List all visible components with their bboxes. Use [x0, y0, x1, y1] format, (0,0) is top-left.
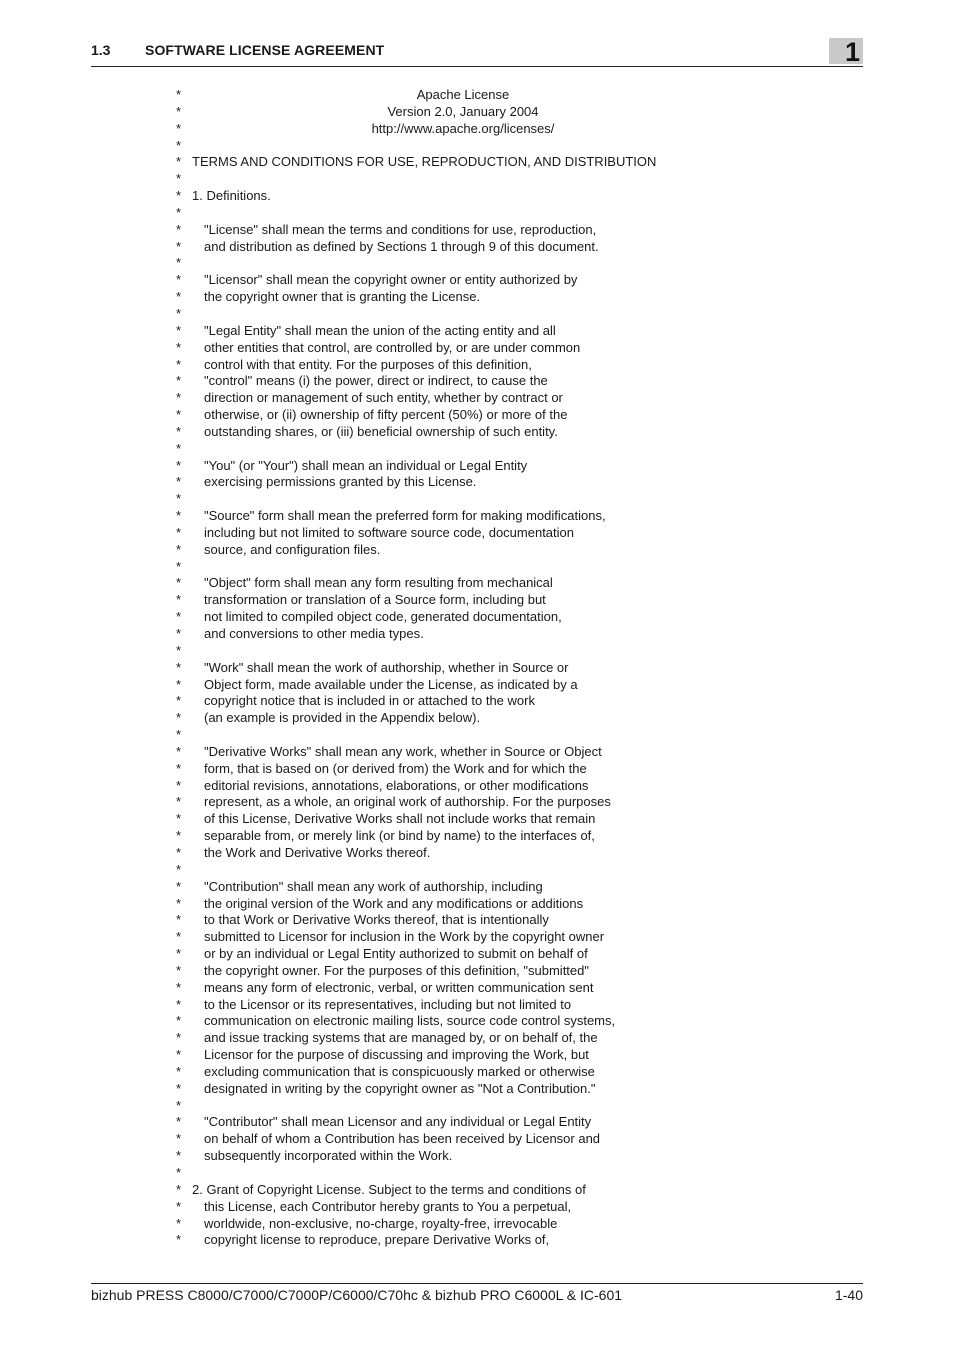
line-text: of this License, Derivative Works shall not include works that remain	[204, 811, 596, 827]
comment-asterisk: *	[176, 828, 182, 844]
product-name: bizhub PRESS C8000/C7000/C7000P/C6000/C70hc & bizhub PRO C6000L & IC-601	[91, 1287, 623, 1303]
comment-asterisk: *	[176, 861, 182, 877]
text-line	[0, 121, 954, 138]
comment-asterisk: *	[176, 659, 182, 675]
comment-asterisk: *	[176, 120, 182, 136]
line-text: direction or management of such entity, whether by contract or	[204, 390, 563, 406]
section-number: 1.3	[91, 42, 111, 58]
text-line	[0, 424, 954, 441]
comment-asterisk: *	[176, 289, 182, 305]
comment-asterisk: *	[176, 895, 182, 911]
comment-asterisk: *	[176, 626, 182, 641]
text-line	[0, 458, 954, 475]
text-line	[0, 1047, 954, 1064]
comment-asterisk: *	[176, 390, 182, 406]
text-line	[0, 929, 954, 946]
comment-asterisk: *	[176, 996, 182, 1012]
comment-asterisk: *	[176, 137, 182, 153]
text-line	[0, 323, 954, 340]
text-line	[0, 896, 954, 913]
text-line	[0, 980, 954, 997]
text-line	[0, 239, 954, 256]
line-text: subsequently incorporated within the Work.	[204, 1148, 453, 1164]
comment-asterisk: *	[176, 1013, 182, 1029]
text-line	[0, 1030, 954, 1047]
comment-asterisk: *	[176, 204, 182, 220]
text-line	[0, 104, 954, 121]
page-number: 1-40	[834, 1287, 863, 1303]
text-line	[0, 222, 954, 239]
line-text: editorial revisions, annotations, elaborations, or other modifications	[204, 777, 589, 793]
text-line	[0, 1165, 954, 1182]
text-line	[0, 272, 954, 289]
text-line	[0, 744, 954, 761]
line-text: "License" shall mean the terms and conditions for use, reproduction,	[204, 221, 597, 237]
comment-asterisk: *	[176, 693, 182, 709]
text-line	[0, 693, 954, 710]
text-line	[0, 373, 954, 390]
line-text: 2. Grant of Copyright License. Subject to the terms and conditions of	[192, 1181, 586, 1197]
text-line	[0, 778, 954, 795]
line-text: outstanding shares, or (iii) beneficial ownership of such entity.	[204, 423, 558, 439]
comment-asterisk: *	[176, 962, 182, 978]
comment-asterisk: *	[176, 171, 182, 187]
text-line	[0, 1013, 954, 1030]
comment-asterisk: *	[176, 1181, 182, 1197]
comment-asterisk: *	[176, 592, 182, 608]
line-text: submitted to Licensor for inclusion in the Work by the copyright owner	[204, 929, 605, 945]
text-line	[0, 542, 954, 559]
comment-asterisk: *	[176, 1148, 182, 1164]
comment-asterisk: *	[176, 642, 182, 658]
line-text: "control" means (i) the power, direct or indirect, to cause the	[204, 373, 548, 389]
comment-asterisk: *	[176, 407, 182, 423]
line-text: other entities that control, are controlled by, or are under common	[204, 339, 581, 355]
comment-asterisk: *	[176, 457, 182, 473]
text-line	[0, 946, 954, 963]
line-text: "Legal Entity" shall mean the union of the acting entity and all	[204, 322, 556, 338]
comment-asterisk: *	[176, 238, 182, 254]
line-text: the original version of the Work and any modifications or additions	[204, 895, 584, 911]
text-line	[0, 289, 954, 306]
line-text: worldwide, non-exclusive, no-charge, royalty-free, irrevocable	[204, 1215, 558, 1231]
text-line	[0, 660, 954, 677]
line-text: "Contribution" shall mean any work of authorship, including	[204, 878, 543, 894]
line-text: Object form, made available under the License, as indicated by a	[204, 676, 578, 692]
line-text: and distribution as defined by Sections 1 through 9 of this document.	[204, 238, 599, 254]
comment-asterisk: *	[176, 558, 182, 574]
line-text: and issue tracking systems that are managed by, or on behalf of, the	[204, 1030, 598, 1046]
comment-asterisk: *	[176, 1198, 182, 1214]
comment-asterisk: *	[176, 440, 182, 456]
text-line	[0, 1232, 954, 1249]
comment-asterisk: *	[176, 946, 182, 962]
text-line	[0, 474, 954, 491]
text-line	[0, 794, 954, 811]
text-line	[0, 828, 954, 845]
line-text: "Work" shall mean the work of authorship, whether in Source or	[204, 659, 569, 675]
line-text: copyright notice that is included in or attached to the work	[204, 693, 535, 709]
text-line	[0, 862, 954, 879]
text-line	[0, 1199, 954, 1216]
text-line	[0, 1081, 954, 1098]
text-line	[0, 879, 954, 896]
text-line	[0, 710, 954, 727]
text-line	[0, 205, 954, 222]
line-text: transformation or translation of a Source form, including but	[204, 592, 546, 608]
comment-asterisk: *	[176, 1114, 182, 1130]
text-line	[0, 575, 954, 592]
line-text: not limited to compiled object code, generated documentation,	[204, 609, 562, 625]
comment-asterisk: *	[176, 710, 182, 726]
text-line	[0, 997, 954, 1014]
line-text: communication on electronic mailing lists, source code control systems,	[204, 1013, 616, 1029]
comment-asterisk: *	[176, 575, 182, 591]
line-text: the Work and Derivative Works thereof.	[204, 844, 431, 860]
page-header	[91, 40, 863, 67]
line-text: exercising permissions granted by this License.	[204, 474, 477, 490]
comment-asterisk: *	[176, 1215, 182, 1231]
comment-asterisk: *	[176, 339, 182, 355]
comment-asterisk: *	[176, 373, 182, 389]
comment-asterisk: *	[176, 305, 182, 321]
text-line	[0, 407, 954, 424]
text-line	[0, 491, 954, 508]
comment-asterisk: *	[176, 777, 182, 793]
text-line	[0, 761, 954, 778]
line-text: http://www.apache.org/licenses/	[371, 120, 555, 136]
text-line	[0, 677, 954, 694]
comment-asterisk: *	[176, 743, 182, 759]
line-text: and conversions to other media types.	[204, 626, 424, 641]
comment-asterisk: *	[176, 356, 182, 372]
comment-asterisk: *	[176, 154, 182, 170]
comment-asterisk: *	[176, 912, 182, 928]
license-text-body	[0, 87, 954, 1249]
line-text: means any form of electronic, verbal, or written communication sent	[204, 979, 594, 995]
line-text: "You" (or "Your") shall mean an individual or Legal Entity	[204, 457, 528, 473]
text-line	[0, 441, 954, 458]
text-line	[0, 390, 954, 407]
line-text: source, and configuration files.	[204, 541, 381, 557]
comment-asterisk: *	[176, 676, 182, 692]
text-line	[0, 154, 954, 171]
text-line	[0, 525, 954, 542]
comment-asterisk: *	[176, 1047, 182, 1063]
text-line	[0, 138, 954, 155]
line-text: the copyright owner. For the purposes of this definition, "submitted"	[204, 962, 589, 978]
line-text: otherwise, or (ii) ownership of fifty percent (50%) or more of the	[204, 407, 568, 423]
line-text: copyright license to reproduce, prepare Derivative Works of,	[204, 1232, 550, 1248]
text-line	[0, 592, 954, 609]
text-line	[0, 87, 954, 104]
page-footer	[91, 1283, 863, 1308]
comment-asterisk: *	[176, 794, 182, 810]
line-text: the copyright owner that is granting the License.	[204, 289, 481, 305]
text-line	[0, 643, 954, 660]
text-line	[0, 811, 954, 828]
comment-asterisk: *	[176, 727, 182, 743]
line-text: to the Licensor or its representatives, including but not limited to	[204, 996, 572, 1012]
text-line	[0, 845, 954, 862]
text-line	[0, 1216, 954, 1233]
line-text: to that Work or Derivative Works thereof, that is intentionally	[204, 912, 549, 928]
line-text: on behalf of whom a Contribution has been received by Licensor and	[204, 1131, 601, 1147]
line-text: represent, as a whole, an original work of authorship. For the purposes	[204, 794, 611, 810]
text-line	[0, 1114, 954, 1131]
line-text: designated in writing by the copyright owner as "Not a Contribution."	[204, 1080, 596, 1096]
comment-asterisk: *	[176, 1080, 182, 1096]
text-line	[0, 609, 954, 626]
comment-asterisk: *	[176, 188, 182, 204]
comment-asterisk: *	[176, 221, 182, 237]
line-text: including but not limited to software source code, documentation	[204, 524, 574, 540]
section-title: SOFTWARE LICENSE AGREEMENT	[145, 42, 385, 58]
comment-asterisk: *	[176, 1232, 182, 1248]
line-text: Licensor for the purpose of discussing and improving the Work, but	[204, 1047, 589, 1063]
text-line	[0, 255, 954, 272]
comment-asterisk: *	[176, 1165, 182, 1180]
text-line	[0, 1064, 954, 1081]
comment-asterisk: *	[176, 1063, 182, 1079]
comment-asterisk: *	[176, 87, 182, 102]
text-line	[0, 1131, 954, 1148]
text-line	[0, 171, 954, 188]
chapter-tab	[829, 37, 863, 67]
line-text: 1. Definitions.	[192, 188, 271, 204]
comment-asterisk: *	[176, 255, 182, 271]
comment-asterisk: *	[176, 760, 182, 776]
comment-asterisk: *	[176, 811, 182, 827]
line-text: "Object" form shall mean any form resulting from mechanical	[204, 575, 553, 591]
line-text: Version 2.0, January 2004	[387, 103, 539, 119]
comment-asterisk: *	[176, 541, 182, 557]
line-text: separable from, or merely link (or bind by name) to the interfaces of,	[204, 828, 595, 844]
text-line	[0, 306, 954, 323]
text-line	[0, 1182, 954, 1199]
line-text: excluding communication that is conspicuously marked or otherwise	[204, 1063, 595, 1079]
line-text: TERMS AND CONDITIONS FOR USE, REPRODUCTION, AND DISTRIBUTION	[192, 154, 657, 170]
comment-asterisk: *	[176, 878, 182, 894]
line-text: "Derivative Works" shall mean any work, whether in Source or Object	[204, 743, 602, 759]
comment-asterisk: *	[176, 1097, 182, 1113]
line-text: "Source" form shall mean the preferred form for making modifications,	[204, 508, 606, 524]
line-text: or by an individual or Legal Entity authorized to submit on behalf of	[204, 946, 588, 962]
text-line	[0, 188, 954, 205]
comment-asterisk: *	[176, 474, 182, 490]
text-line	[0, 357, 954, 374]
text-line	[0, 559, 954, 576]
text-line	[0, 1148, 954, 1165]
comment-asterisk: *	[176, 929, 182, 945]
comment-asterisk: *	[176, 524, 182, 540]
chapter-number: 1	[844, 37, 860, 67]
line-text: this License, each Contributor hereby grants to You a perpetual,	[204, 1198, 572, 1214]
text-line	[0, 727, 954, 744]
line-text: "Licensor" shall mean the copyright owner or entity authorized by	[204, 272, 578, 288]
comment-asterisk: *	[176, 423, 182, 439]
text-line	[0, 963, 954, 980]
comment-asterisk: *	[176, 979, 182, 995]
line-text: (an example is provided in the Appendix below).	[204, 710, 481, 726]
comment-asterisk: *	[176, 1131, 182, 1147]
comment-asterisk: *	[176, 609, 182, 625]
line-text: Apache License	[416, 87, 510, 102]
comment-asterisk: *	[176, 491, 182, 507]
text-line	[0, 626, 954, 643]
comment-asterisk: *	[176, 272, 182, 288]
line-text: control with that entity. For the purposes of this definition,	[204, 356, 532, 372]
text-line	[0, 340, 954, 357]
text-line	[0, 1098, 954, 1115]
comment-asterisk: *	[176, 1030, 182, 1046]
comment-asterisk: *	[176, 103, 182, 119]
line-text: "Contributor" shall mean Licensor and any individual or Legal Entity	[204, 1114, 592, 1130]
text-line	[0, 912, 954, 929]
line-text: form, that is based on (or derived from) the Work and for which the	[204, 760, 587, 776]
text-line	[0, 508, 954, 525]
comment-asterisk: *	[176, 844, 182, 860]
comment-asterisk: *	[176, 322, 182, 338]
comment-asterisk: *	[176, 508, 182, 524]
